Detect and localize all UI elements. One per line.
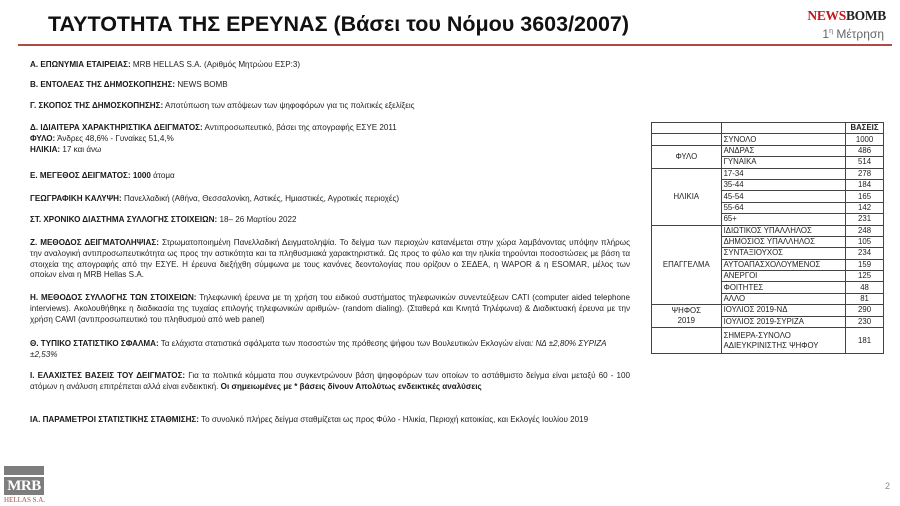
logo-bomb-text: BOMB (845, 8, 886, 23)
section-h (30, 293, 630, 325)
measurement-text: Μέτρηση (836, 27, 884, 41)
row-label: ΣΥΝΟΛΟ (721, 134, 845, 145)
row-value: 278 (846, 168, 884, 179)
section-a-label: Α. ΕΠΩΝΥΜΙΑ ΕΤΑΙΡΕΙΑΣ: (30, 60, 131, 69)
group-empty-cell (652, 328, 722, 354)
table-row (652, 145, 884, 156)
section-g-text: Αποτύπωση των απόψεων των ψηφοφόρων για τις πολιτικές εξελίξεις (163, 101, 415, 110)
section-d (30, 123, 630, 155)
measurement-number: 1 (822, 27, 830, 41)
section-geo (30, 194, 630, 205)
section-ia-text: Το συνολικό πλήρες δείγμα σταθμίζεται ως προς Φύλο - Ηλικία, Περιοχή κατοικίας, και Εκλογές Ιουλίου 2019 (198, 415, 589, 424)
group-vote-line1: ΨΗΦΟΣ (671, 306, 701, 316)
row-value: 184 (846, 179, 884, 190)
table-row (652, 305, 884, 316)
logo-bar (4, 466, 44, 475)
section-th (30, 339, 630, 361)
row-label: ΑΝΕΡΓΟΙ (721, 271, 845, 282)
section-d-label: Δ. ΙΔΙΑΙΤΕΡΑ ΧΑΡΑΚΤΗΡΙΣΤΙΚΑ ΔΕΙΓΜΑΤΟΣ: (30, 123, 203, 132)
section-b-text: NEWS BOMB (175, 80, 228, 89)
section-ia-label: ΙΑ. ΠΑΡΑΜΕΤΡΟΙ ΣΤΑΤΙΣΤΙΚΗΣ ΣΤΑΘΜΙΣΗΣ: (30, 415, 199, 424)
section-th-label: Θ. ΤΥΠΙΚΟ ΣΤΑΤΙΣΤΙΚΟ ΣΦΑΛΜΑ: (30, 339, 159, 348)
row-value: 105 (846, 236, 884, 247)
row-value: 181 (846, 328, 884, 354)
section-i-text: Για τα πολιτικά κόμματα που συγκεντρώνουν βάση ψηφοφόρων των οποίων το αστάθμιστο δείγμα είναι μεταξύ 60 - 100 ατόμων η ανάλυση επιτρέπεται αλλά είναι ενδεικτική. (30, 371, 630, 391)
section-st-text: 18– 26 Μαρτίου 2022 (217, 215, 297, 224)
logo-sub-text: HELLAS S.A. (4, 496, 46, 504)
logo-mrb-text: MRB (4, 477, 44, 495)
table-row (652, 168, 884, 179)
row-label-line2: ΑΔΙΕΥΚΡΙΝΙΣΤΗΣ ΨΗΦΟΥ (723, 340, 819, 350)
section-i-label: Ι. ΕΛΑΧΙΣΤΕΣ ΒΑΣΕΙΣ ΤΟΥ ΔΕΙΓΜΑΤΟΣ: (30, 371, 186, 380)
logo-news-text: NEWS (807, 8, 846, 23)
section-i (30, 371, 630, 393)
row-value: 125 (846, 271, 884, 282)
row-label: ΑΝΔΡΑΣ (721, 145, 845, 156)
group-vote-line2: 2019 (677, 316, 695, 326)
row-value: 159 (846, 259, 884, 270)
section-st-label: ΣΤ. ΧΡΟΝΙΚΟ ΔΙΑΣΤΗΜΑ ΣΥΛΛΟΓΗΣ ΣΤΟΙΧΕΙΩΝ: (30, 215, 218, 224)
row-label: ΓΥΝΑΙΚΑ (721, 157, 845, 168)
section-a (30, 60, 630, 71)
row-label: ΔΗΜΟΣΙΟΣ ΥΠΑΛΛΗΛΟΣ (721, 236, 845, 247)
section-e-label: Ε. ΜΕΓΕΘΟΣ ΔΕΙΓΜΑΤΟΣ: (30, 171, 131, 180)
section-d-text: Αντιπροσωπευτικό, βάσει της απογραφής ΕΣΥΕ 2011 (202, 123, 397, 132)
table-row (652, 134, 884, 145)
table-row (652, 225, 884, 236)
gender-label: ΦΥΛΟ: (30, 133, 56, 143)
age-label: ΗΛΙΚΙΑ: (30, 144, 61, 154)
row-label (721, 328, 845, 354)
row-label: 35-44 (721, 179, 845, 190)
row-label-line1: ΣΗΜΕΡΑ-ΣΥΝΟΛΟ (723, 330, 791, 340)
page-title: ΤΑΥΤΟΤΗΤΑ ΤΗΣ ΕΡΕΥΝΑΣ (Βάσει του Νόμου 3603/2007) (48, 12, 630, 36)
group-age: ΗΛΙΚΙΑ (652, 168, 722, 225)
row-label: ΙΟΥΛΙΟΣ 2019-ΣΥΡΙΖΑ (721, 316, 845, 327)
header-bases: ΒΑΣΕΙΣ (846, 123, 884, 134)
row-value: 231 (846, 214, 884, 225)
group-gender: ΦΥΛΟ (652, 145, 722, 168)
sample-size-value: 1000 (130, 171, 151, 180)
page-number: 2 (884, 481, 890, 491)
row-value: 248 (846, 225, 884, 236)
row-value: 290 (846, 305, 884, 316)
row-label: ΑΛΛΟ (721, 293, 845, 304)
section-b-label: Β. ΕΝΤΟΛΕΑΣ ΤΗΣ ΔΗΜΟΣΚΟΠΗΣΗΣ: (30, 80, 176, 89)
section-geo-label: ΓΕΩΓΡΑΦΙΚΗ ΚΑΛΥΨΗ: (30, 194, 122, 203)
group-occupation: ΕΠΑΓΓΕΛΜΑ (652, 225, 722, 305)
table-header-row (652, 123, 884, 134)
section-i-note: Οι σημειωμένες με * βάσεις δίνουν Απολύτως ενδεικτικές αναλύσεις (218, 381, 482, 391)
group-empty-cell (652, 134, 722, 145)
section-ia (30, 415, 630, 426)
row-label: ΦΟΙΤΗΤΕΣ (721, 282, 845, 293)
section-a-text: MRB HELLAS S.A. (Αριθμός Μητρώου ΕΣΡ:3) (130, 60, 301, 69)
row-label: ΑΥΤΟΑΠΑΣΧΟΛΟΥΜΕΝΟΣ (721, 259, 845, 270)
row-label: ΙΟΥΛΙΟΣ 2019-ΝΔ (721, 305, 845, 316)
section-geo-text: Πανελλαδική (Αθήνα, Θεσσαλονίκη, Αστικές, Ημιαστικές, Αγροτικές περιοχές) (121, 194, 400, 203)
section-z (30, 238, 630, 281)
measurement-sup: η (829, 28, 833, 35)
table-row (652, 328, 884, 354)
row-value: 142 (846, 202, 884, 213)
row-label: 45-54 (721, 191, 845, 202)
row-value: 486 (846, 145, 884, 156)
section-b (30, 80, 630, 91)
section-z-text: Στρωματοποιημένη Πανελλαδική Δειγματοληψία. Το δείγμα των περιοχών κατανέμεται στην χώρα λαμβάνοντας υπόψην πλήρως την αναλογική αντιπροσωπευτικότητα ως προς την αστικότητα και τα πληθυσμιακά χαρακτηριστικά. Ως προς το φύλο και την ηλικία τηρούνται ποσοστώσεις με βάση τα στοιχεία της απογραφής από την ΕΣΥΕ. Η έρευνα διεξήχθη σύμφωνα με τους κανόνες δεοντολογίας που ορίζουν ο ΣΕΔΕΑ, η WAPOR & η ESOMAR, μέλος των οποίων είναι η MRB Hellas S.A. (30, 238, 630, 280)
title-divider (18, 44, 892, 46)
row-value: 230 (846, 316, 884, 327)
mrb-hellas-logo (4, 466, 44, 504)
row-label: ΣΥΝΤΑΞΙΟΥΧΟΣ (721, 248, 845, 259)
row-value: 165 (846, 191, 884, 202)
gender-text: Άνδρες 48,6% - Γυναίκες 51,4,% (55, 133, 174, 143)
bases-table (651, 122, 884, 354)
section-g-label: Γ. ΣΚΟΠΟΣ ΤΗΣ ΔΗΜΟΣΚΟΠΗΣΗΣ: (30, 101, 164, 110)
newsbomb-logo (807, 8, 886, 24)
header-empty-cell (721, 123, 845, 134)
row-label: 55-64 (721, 202, 845, 213)
section-th-text: Τα ελάχιστα στατιστικά σφάλματα των ποσοστών της πρόθεσης ψήφου των Βουλευτικών Εκλογών είναι (158, 339, 531, 348)
row-value: 234 (846, 248, 884, 259)
row-value: 48 (846, 282, 884, 293)
row-value: 1000 (846, 134, 884, 145)
section-h-label: Η. ΜΕΘΟΔΟΣ ΣΥΛΛΟΓΗΣ ΤΩΝ ΣΤΟΙΧΕΙΩΝ: (30, 293, 197, 302)
section-e (30, 171, 630, 182)
section-z-label: Ζ. ΜΕΘΟΔΟΣ ΔΕΙΓΜΑΤΟΛΗΨΙΑΣ: (30, 238, 159, 247)
row-label: 65+ (721, 214, 845, 225)
section-e-text: άτομα (150, 171, 175, 180)
age-text: 17 και άνω (60, 144, 102, 154)
row-value: 514 (846, 157, 884, 168)
measurement-label (822, 27, 884, 41)
header-empty-cell (652, 123, 722, 134)
group-vote-2019 (652, 305, 722, 328)
error-values: : ΝΔ ±2,80% ΣΥΡΙΖΑ ±2,53% (30, 339, 607, 359)
section-st (30, 215, 630, 226)
row-label: 17-34 (721, 168, 845, 179)
row-value: 81 (846, 293, 884, 304)
row-label: ΙΔΙΩΤΙΚΟΣ ΥΠΑΛΛΗΛΟΣ (721, 225, 845, 236)
section-g (30, 101, 630, 112)
section-h-text: Τηλεφωνική έρευνα με τη χρήση του ειδικού συστήματος τηλεφωνικών συνεντεύξεων CATI (computer aided telephone interviews). Ακολουθήθηκε η διαδικασία της τυχαίας επιλογής τηλεφωνικών αριθμών- (random dialing). (Σταθερά και Κινητά Τηλέφωνα) & Διαδικτυακή έρευνα με την χρήση CAWI (αντιπροσωπευτικό του πληθυσμού από web panel) (30, 293, 630, 324)
